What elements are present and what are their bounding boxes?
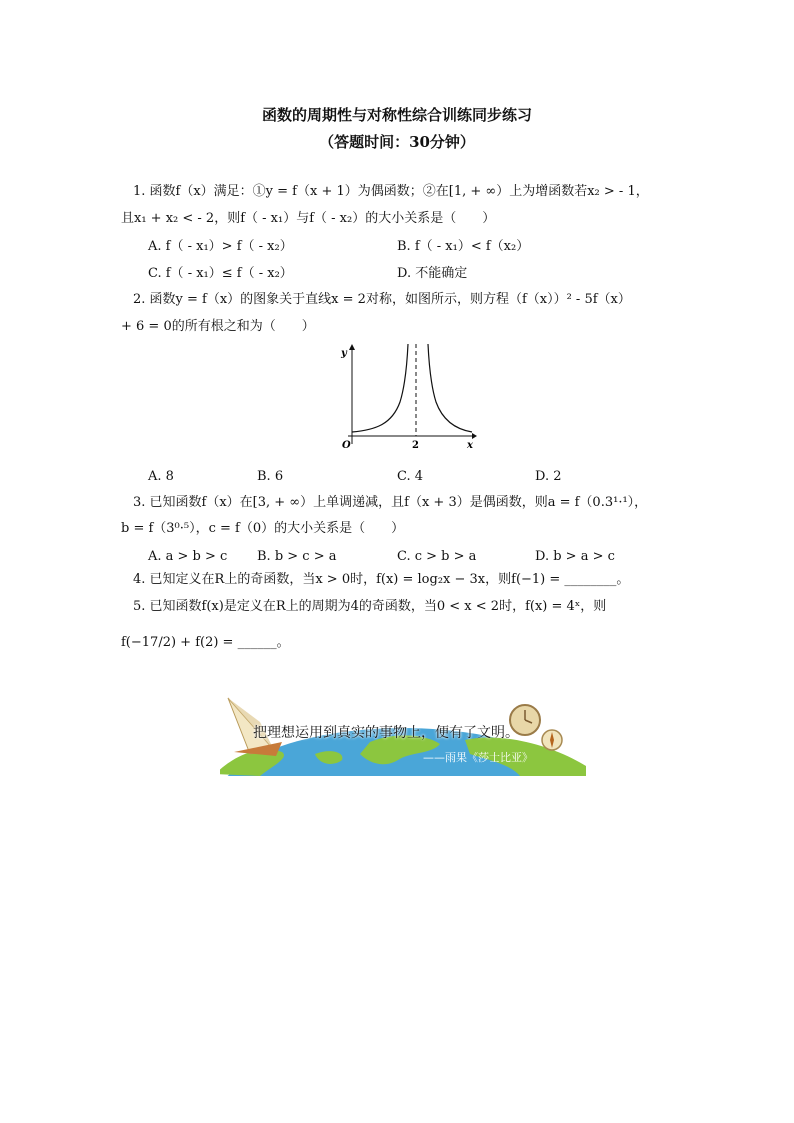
graph-x-arrow — [472, 433, 477, 439]
question-1-option-a: A. f（ - x₁）> f（ - x₂） — [148, 239, 293, 254]
question-1-option-c: C. f（ - x₁）≤ f（ - x₂） — [148, 266, 293, 281]
question-1-option-b: B. f（ - x₁）< f（x₂） — [397, 239, 530, 254]
question-5-line-2: f(−17/2) + f(2) = ______。 — [121, 635, 290, 650]
banner-author: ——雨果《莎士比亚》 — [423, 751, 533, 764]
question-2-option-c: C. 4 — [397, 469, 424, 484]
page-title: 函数的周期性与对称性综合训练同步练习 — [261, 106, 532, 124]
question-3-option-b: B. b > c > a — [257, 549, 337, 564]
page-subtitle: （答题时间：30分钟） — [319, 133, 475, 151]
graph-curve-left — [352, 344, 408, 432]
question-3-line-1: 3. 已知函数f（x）在[3, + ∞）上单调递减，且f（x + 3）是偶函数，则a = f（0.3¹·¹）， — [133, 495, 648, 510]
graph-y-arrow — [349, 344, 355, 350]
graph-x-label: x — [467, 440, 473, 451]
graph-y-label: y — [341, 348, 347, 359]
question-2-option-b: B. 6 — [257, 469, 284, 484]
question-2-line-2: + 6 = 0的所有根之和为（ ） — [121, 319, 315, 334]
question-3-option-a: A. a > b > c — [148, 549, 228, 564]
question-1-line-1: 1. 函数f（x）满足：①y = f（x + 1）为偶函数；②在[1, + ∞）上为增函数若x₂ > - 1， — [133, 184, 649, 199]
graph-curve-right — [428, 344, 472, 432]
question-1-option-d: D. 不能确定 — [397, 266, 468, 281]
graph-origin-label: O — [342, 440, 351, 451]
question-2-line-1: 2. 函数y = f（x）的图象关于直线x = 2对称，如图所示，则方程（f（x））² - 5f（x） — [133, 292, 631, 307]
question-3-option-c: C. c > b > a — [397, 549, 477, 564]
question-2-option-a: A. 8 — [148, 469, 174, 484]
question-5-line-1: 5. 已知函数f(x)是定义在R上的周期为4的奇函数，当0 < x < 2时，f(x) = 4ˣ，则 — [133, 599, 607, 614]
question-4-line-1: 4. 已知定义在R上的奇函数，当x > 0时，f(x) = log₂x − 3x，则f(−1) = ________。 — [133, 572, 630, 587]
question-3-option-d: D. b > a > c — [535, 549, 615, 564]
question-2-graph — [336, 340, 478, 452]
banner-quote: 把理想运用到真实的事物上，便有了文明。 — [253, 725, 519, 741]
graph-tick-label: 2 — [412, 440, 419, 451]
question-2-option-d: D. 2 — [535, 469, 562, 484]
question-3-line-2: b = f（3⁰·⁵），c = f（0）的大小关系是（ ） — [121, 521, 405, 536]
question-1-line-2: 且x₁ + x₂ < - 2，则f（ - x₁）与f（ - x₂）的大小关系是（ ） — [121, 211, 496, 226]
